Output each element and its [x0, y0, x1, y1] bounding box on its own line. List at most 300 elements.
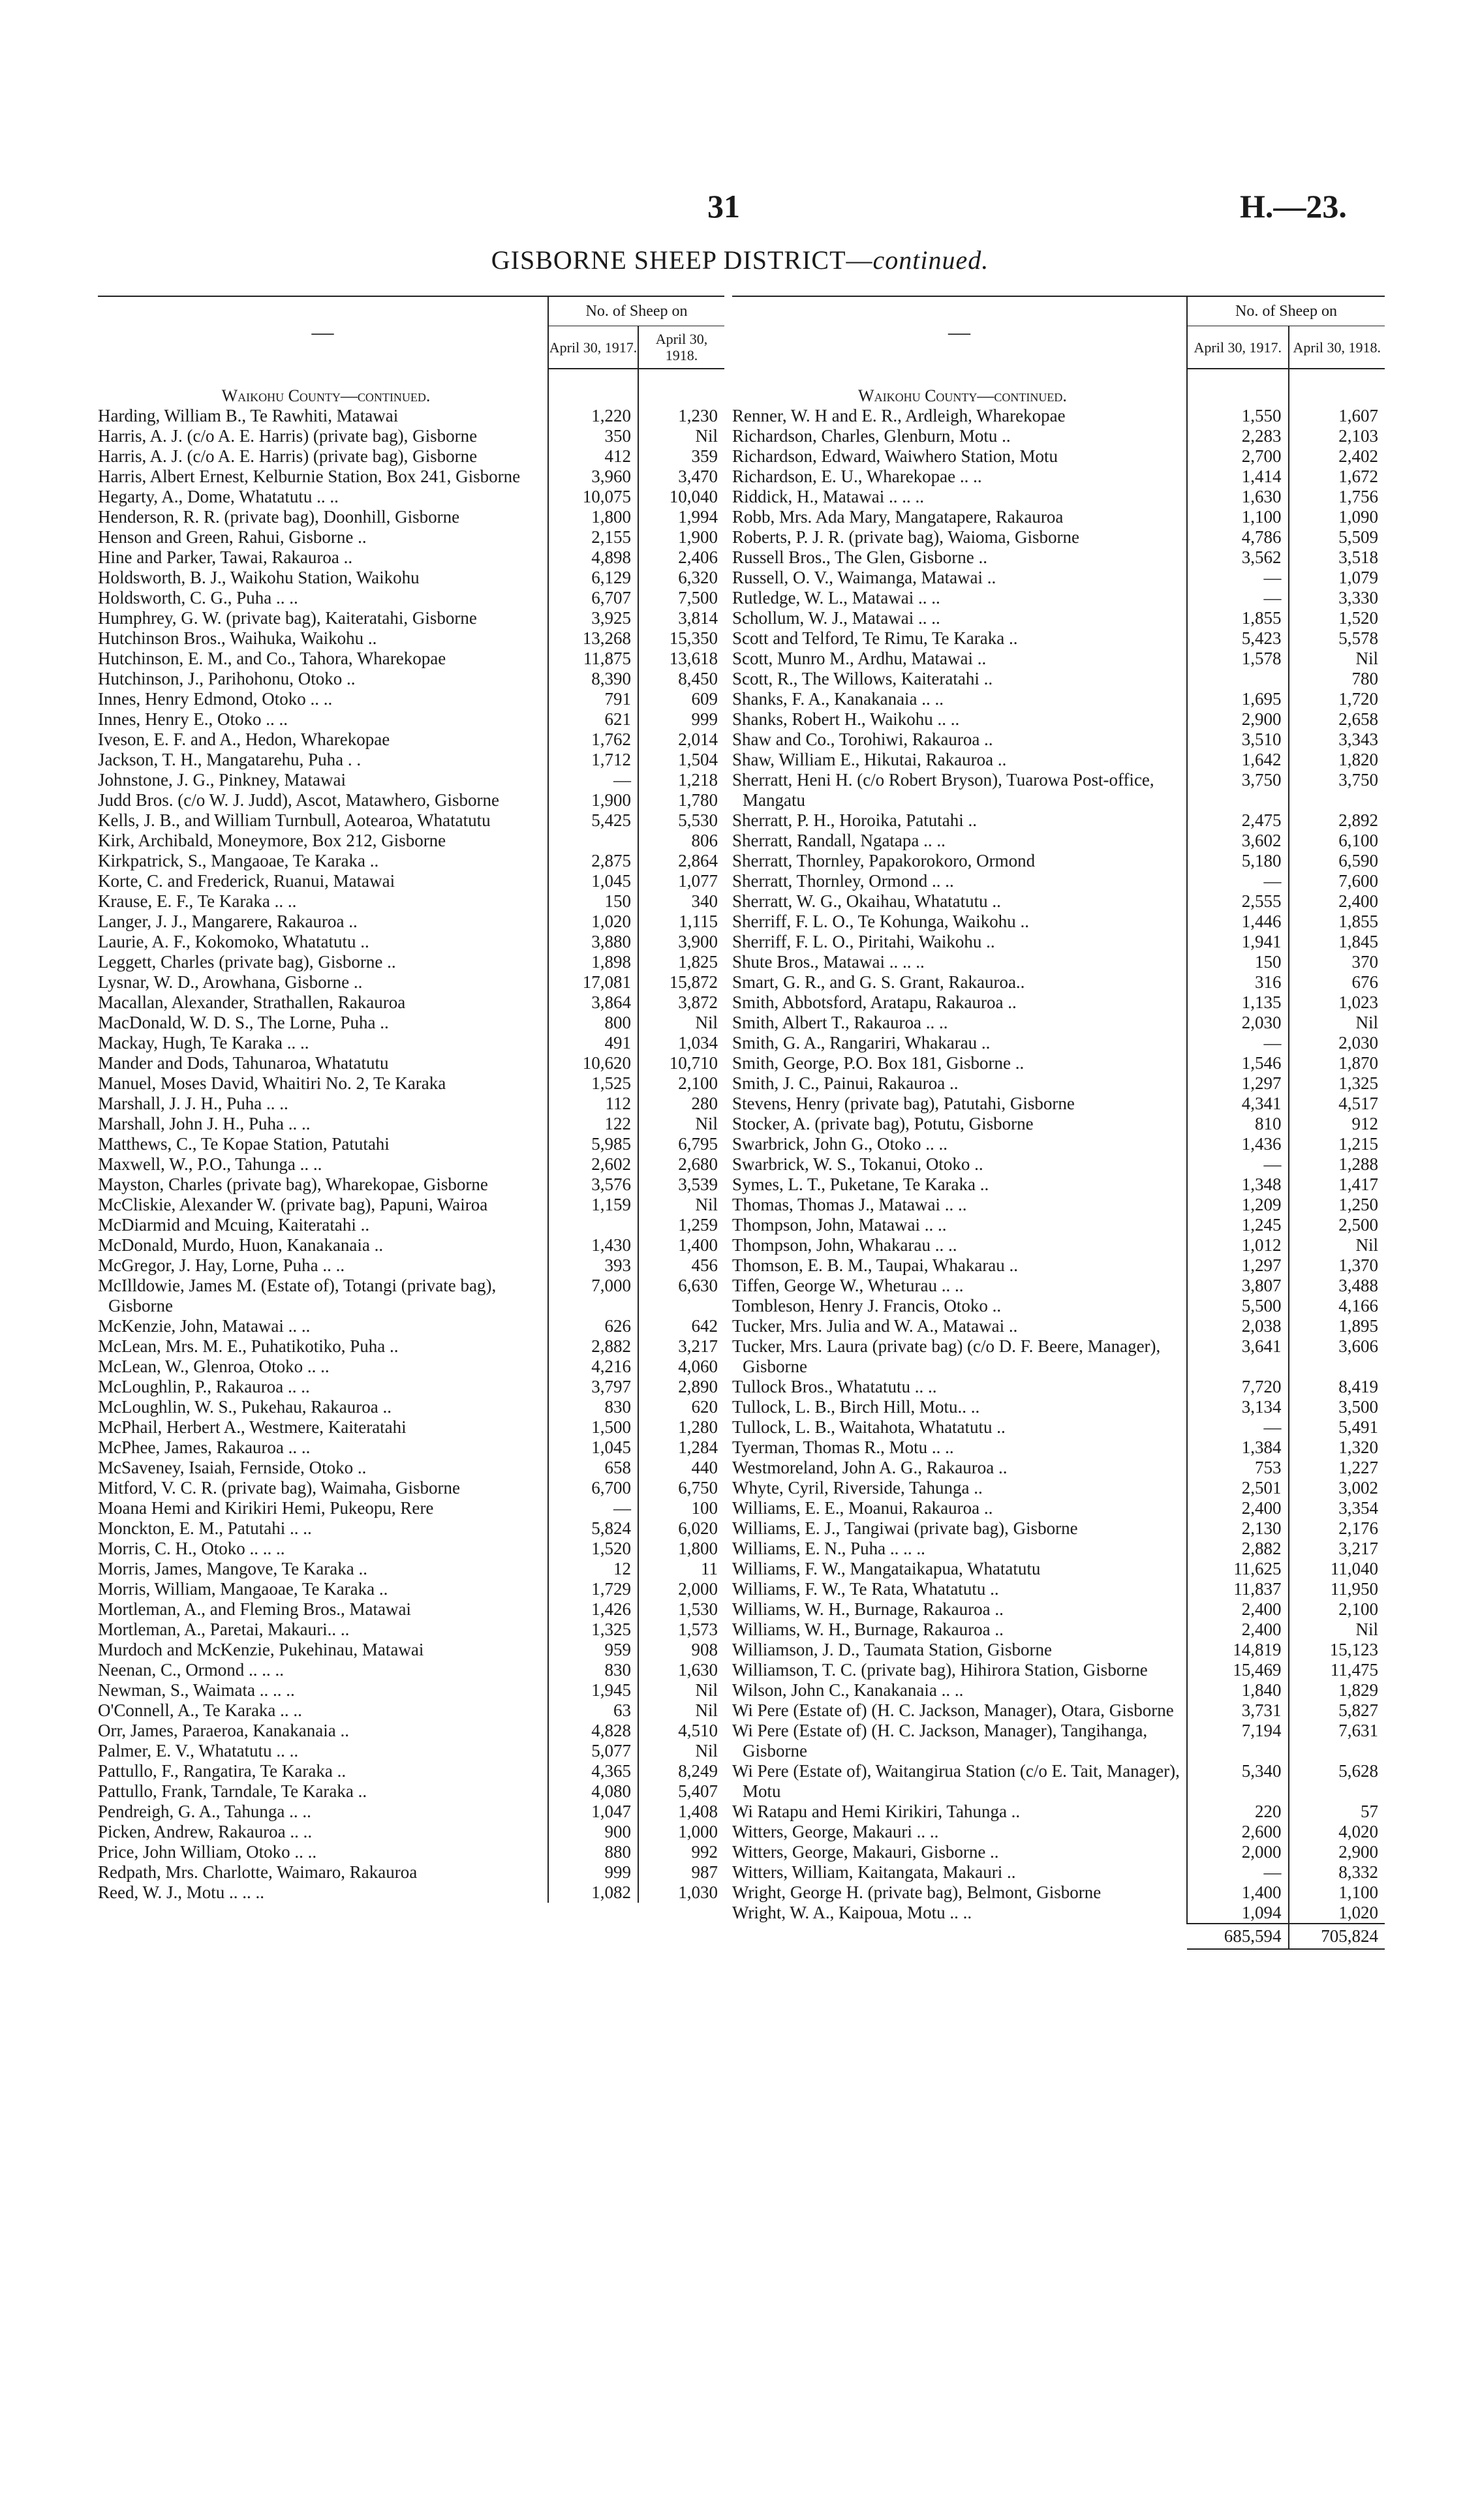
table-row: [98, 1478, 724, 1498]
owner-name: Mortleman, A., and Fleming Bros., Matawai: [98, 1599, 548, 1620]
owner-name: Moana Hemi and Kirikiri Hemi, Pukeopu, Rere: [98, 1498, 548, 1518]
sheep-1918: 5,530: [678, 810, 718, 830]
owner-name: Shanks, F. A., Kanakanaia .. ..: [732, 689, 1187, 709]
owner-name: Redpath, Mrs. Charlotte, Waimaro, Rakauroa: [98, 1862, 548, 1882]
sheep-1918: 3,330: [1338, 588, 1378, 607]
sheep-1917: 1,400: [1187, 1882, 1289, 1903]
sheep-1918: 1,530: [678, 1599, 718, 1619]
sheep-table-left: [98, 296, 724, 1903]
sheep-1918: 280: [691, 1094, 718, 1113]
sheep-1918: 1,100: [1338, 1882, 1378, 1902]
owner-name: Williams, E. N., Puha .. .. ..: [732, 1539, 1187, 1559]
sheep-1918: 440: [691, 1458, 718, 1477]
sheep-1917: 112: [548, 1094, 638, 1114]
sheep-1918: 1,284: [678, 1437, 718, 1457]
table-row: [98, 406, 724, 426]
owner-name: Symes, L. T., Puketane, Te Karaka ..: [732, 1175, 1187, 1195]
owner-name: Williamson, T. C. (private bag), Hihirora Station, Gisborne: [732, 1660, 1187, 1680]
sheep-1917: 150: [1187, 952, 1289, 972]
owner-name: Holdsworth, C. G., Puha .. ..: [98, 588, 548, 608]
owner-name: Witters, William, Kaitangata, Makauri ..: [732, 1862, 1187, 1882]
owner-name: Wright, George H. (private bag), Belmont, Gisborne: [732, 1882, 1187, 1903]
table-row: [732, 1903, 1385, 1924]
sheep-1918: 7,600: [1338, 871, 1378, 891]
owner-name: Orr, James, Paraeroa, Kanakanaia ..: [98, 1721, 548, 1741]
table-row: [732, 547, 1385, 568]
table-row: [98, 467, 724, 487]
header-1917: April 30, 1917.: [1187, 326, 1289, 369]
table-row: [98, 1498, 724, 1518]
sheep-1917: 1,414: [1187, 467, 1289, 487]
owner-name: Hutchinson Bros., Waihuka, Waikohu ..: [98, 628, 548, 649]
sheep-1917: 2,475: [1187, 810, 1289, 831]
sheep-1918: 1,573: [678, 1620, 718, 1639]
county-heading-row: [98, 369, 724, 406]
owner-name: Palmer, E. V., Whatatutu .. ..: [98, 1741, 548, 1761]
sheep-1917: 3,510: [1187, 730, 1289, 750]
sheep-1917: 4,365: [548, 1761, 638, 1781]
owner-name: Stevens, Henry (private bag), Patutahi, Gisborne: [732, 1094, 1187, 1114]
sheep-1917: 1,348: [1187, 1175, 1289, 1195]
table-row: [98, 1599, 724, 1620]
table-row: [732, 730, 1385, 750]
owner-name: Sherratt, Thornley, Papakorokoro, Ormond: [732, 851, 1187, 871]
sheep-1917: 1,525: [548, 1073, 638, 1094]
owner-name: Robb, Mrs. Ada Mary, Mangatapere, Rakauroa: [732, 507, 1187, 527]
sheep-1918: Nil: [1355, 1013, 1378, 1032]
table-row: [98, 770, 724, 790]
sheep-1917: 1,800: [548, 507, 638, 527]
sheep-1917: 3,925: [548, 608, 638, 628]
sheep-1918: 4,166: [1338, 1296, 1378, 1315]
sheep-1918: 1,320: [1338, 1437, 1378, 1457]
sheep-1917: 1,729: [548, 1579, 638, 1599]
owner-name: McGregor, J. Hay, Lorne, Puha .. ..: [98, 1255, 548, 1276]
owner-name: Innes, Henry Edmond, Otoko .. ..: [98, 689, 548, 709]
sheep-1917: 1,082: [548, 1882, 638, 1903]
table-row: [98, 1276, 724, 1316]
table-row: [732, 1175, 1385, 1195]
sheep-1917: 1,578: [1187, 649, 1289, 669]
sheep-1918: 1,034: [678, 1033, 718, 1053]
sheep-1918: 1,829: [1338, 1680, 1378, 1700]
sheep-1918: 5,509: [1338, 527, 1378, 547]
table-row: [98, 1882, 724, 1903]
sheep-1918: 3,488: [1338, 1276, 1378, 1295]
table-row: [732, 649, 1385, 669]
table-row: [732, 831, 1385, 851]
table-row: [98, 851, 724, 871]
table-row: [98, 709, 724, 730]
table-row: [98, 547, 724, 568]
sheep-1918: 359: [691, 446, 718, 466]
sheep-1917: 1,045: [548, 871, 638, 891]
left-column: [98, 296, 724, 1903]
owner-name: Mander and Dods, Tahunaroa, Whatatutu: [98, 1053, 548, 1073]
sheep-1917: 1,695: [1187, 689, 1289, 709]
sheep-1918: 1,607: [1338, 406, 1378, 425]
sheep-1917: 1,020: [548, 912, 638, 932]
header-group-label: No. of Sheep on: [1187, 296, 1385, 326]
sheep-1918: 1,800: [678, 1539, 718, 1558]
sheep-1917: 1,840: [1187, 1680, 1289, 1700]
owner-name: Laurie, A. F., Kokomoko, Whatatutu ..: [98, 932, 548, 952]
sheep-1917: 7,720: [1187, 1377, 1289, 1397]
sheep-1918: 1,259: [678, 1215, 718, 1235]
table-row: [98, 932, 724, 952]
owner-name: Pattullo, F., Rangatira, Te Karaka ..: [98, 1761, 548, 1781]
table-row: [732, 1235, 1385, 1255]
table-row: [732, 1377, 1385, 1397]
sheep-1917: 2,700: [1187, 446, 1289, 467]
table-row: [732, 1134, 1385, 1154]
sheep-1917: 17,081: [548, 972, 638, 992]
sheep-1918: 6,100: [1338, 831, 1378, 850]
sheep-1918: 7,631: [1338, 1721, 1378, 1740]
owner-name: Wi Pere (Estate of) (H. C. Jackson, Manager), Otara, Gisborne: [732, 1700, 1187, 1721]
table-row: [732, 1882, 1385, 1903]
table-row: [98, 1842, 724, 1862]
sheep-1918: 1,023: [1338, 992, 1378, 1012]
owner-name: Wilson, John C., Kanakanaia .. ..: [732, 1680, 1187, 1700]
table-row: [98, 1518, 724, 1539]
sheep-1917: 2,400: [1187, 1498, 1289, 1518]
sheep-1918: 3,814: [678, 608, 718, 628]
table-row: [98, 608, 724, 628]
table-row: [732, 689, 1385, 709]
sheep-1918: 1,000: [678, 1822, 718, 1841]
table-row: [98, 669, 724, 689]
sheep-1917: 1,900: [548, 790, 638, 810]
owner-name: Sherriff, F. L. O., Piritahi, Waikohu ..: [732, 932, 1187, 952]
sheep-1917: 10,075: [548, 487, 638, 507]
table-row: [732, 1437, 1385, 1458]
table-row: [732, 750, 1385, 770]
table-row: [732, 1073, 1385, 1094]
sheep-1918: 8,249: [678, 1761, 718, 1781]
sheep-1918: 908: [691, 1640, 718, 1659]
table-row: [98, 992, 724, 1013]
table-row: [732, 1417, 1385, 1437]
table-row: [98, 1417, 724, 1437]
owner-name: Williams, W. H., Burnage, Rakauroa ..: [732, 1599, 1187, 1620]
owner-name: Scott, R., The Willows, Kaiteratahi ..: [732, 669, 1187, 689]
sheep-1917: 6,700: [548, 1478, 638, 1498]
sheep-1917: 2,400: [1187, 1620, 1289, 1640]
sheep-1917: —: [1187, 588, 1289, 608]
sheep-1917: —: [1187, 1862, 1289, 1882]
table-row: [98, 1822, 724, 1842]
sheep-1918: 1,994: [678, 507, 718, 527]
title-main: GISBORNE SHEEP DISTRICT—: [491, 245, 873, 275]
sheep-1918: 3,002: [1338, 1478, 1378, 1498]
sheep-1917: 316: [1187, 972, 1289, 992]
owner-name: Witters, George, Makauri, Gisborne ..: [732, 1842, 1187, 1862]
owner-name: Scott, Munro M., Ardhu, Matawai ..: [732, 649, 1187, 669]
owner-name: Williams, W. H., Burnage, Rakauroa ..: [732, 1620, 1187, 1640]
sheep-1918: 2,890: [678, 1377, 718, 1396]
sheep-1918: 1,408: [678, 1802, 718, 1821]
sheep-1917: 2,602: [548, 1154, 638, 1175]
owner-name: Witters, George, Makauri .. ..: [732, 1822, 1187, 1842]
owner-name: Smart, G. R., and G. S. Grant, Rakauroa..: [732, 972, 1187, 992]
table-row: [98, 1741, 724, 1761]
total-label-blank: [732, 1924, 1187, 1949]
table-row: [98, 446, 724, 467]
sheep-1918: 1,820: [1338, 750, 1378, 769]
sheep-1918: 2,000: [678, 1579, 718, 1599]
sheep-1917: 1,898: [548, 952, 638, 972]
title-continued: continued.: [872, 245, 989, 275]
sheep-1917: 8,390: [548, 669, 638, 689]
owner-name: Roberts, P. J. R. (private bag), Waioma, Gisborne: [732, 527, 1187, 547]
header-1918: April 30, 1918.: [638, 326, 724, 369]
sheep-1918: 340: [691, 891, 718, 911]
table-row: [98, 1215, 724, 1235]
sheep-1917: 1,209: [1187, 1195, 1289, 1215]
table-row: [98, 1377, 724, 1397]
owner-name: Newman, S., Waimata .. .. ..: [98, 1680, 548, 1700]
sheep-1917: 2,875: [548, 851, 638, 871]
table-row: [98, 1175, 724, 1195]
owner-name: Shaw, William E., Hikutai, Rakauroa ..: [732, 750, 1187, 770]
owner-name: Swarbrick, W. S., Tokanui, Otoko ..: [732, 1154, 1187, 1175]
total-row: [732, 1924, 1385, 1949]
table-row: [732, 1802, 1385, 1822]
owner-name: Harris, A. J. (c/o A. E. Harris) (private bag), Gisborne: [98, 446, 548, 467]
sheep-1918: 2,100: [1338, 1599, 1378, 1619]
sheep-1918: 4,517: [1338, 1094, 1378, 1113]
table-row: [732, 1013, 1385, 1033]
owner-name: Thompson, John, Matawai .. ..: [732, 1215, 1187, 1235]
table-row: [732, 1721, 1385, 1761]
table-row: [732, 1660, 1385, 1680]
sheep-1917: 2,501: [1187, 1478, 1289, 1498]
sheep-1917: 1,430: [548, 1235, 638, 1255]
sheep-1917: 1,045: [548, 1437, 638, 1458]
owner-name: Harris, A. J. (c/o A. E. Harris) (private bag), Gisborne: [98, 426, 548, 446]
sheep-1918: 806: [691, 831, 718, 850]
owner-name: Krause, E. F., Te Karaka .. ..: [98, 891, 548, 912]
sheep-1918: 1,325: [1338, 1073, 1378, 1093]
sheep-1917: 412: [548, 446, 638, 467]
owner-name: Morris, C. H., Otoko .. .. ..: [98, 1539, 548, 1559]
sheep-1918: 620: [691, 1397, 718, 1417]
county-heading-blank: [1289, 369, 1385, 406]
table-row: [732, 1033, 1385, 1053]
owner-name: Renner, W. H and E. R., Ardleigh, Wharekopae: [732, 406, 1187, 426]
sheep-1917: 1,094: [1187, 1903, 1289, 1924]
sheep-1917: 959: [548, 1640, 638, 1660]
owner-name: Tucker, Mrs. Julia and W. A., Matawai ..: [732, 1316, 1187, 1336]
sheep-1918: Nil: [695, 1680, 718, 1700]
sheep-1917: 1,500: [548, 1417, 638, 1437]
sheep-1918: 456: [691, 1255, 718, 1275]
sheep-1917: 3,641: [1187, 1336, 1289, 1377]
table-row: [732, 1478, 1385, 1498]
sheep-1917: 1,426: [548, 1599, 638, 1620]
sheep-1917: 800: [548, 1013, 638, 1033]
total-1917: 685,594: [1187, 1924, 1289, 1949]
owner-name: McLean, Mrs. M. E., Puhatikotiko, Puha ..: [98, 1336, 548, 1357]
sheep-1917: 1,446: [1187, 912, 1289, 932]
sheep-1917: 1,047: [548, 1802, 638, 1822]
sheep-1918: 1,780: [678, 790, 718, 810]
sheep-1918: Nil: [695, 1013, 718, 1032]
owner-name: Wi Ratapu and Hemi Kirikiri, Tahunga ..: [732, 1802, 1187, 1822]
sheep-1918: 676: [1351, 972, 1378, 992]
owner-name: Schollum, W. J., Matawai .. ..: [732, 608, 1187, 628]
sheep-table-right: [732, 296, 1385, 1950]
owner-name: Hutchinson, J., Parihohonu, Otoko ..: [98, 669, 548, 689]
table-row: [732, 568, 1385, 588]
owner-name: Hegarty, A., Dome, Whatatutu .. ..: [98, 487, 548, 507]
table-row: [732, 1316, 1385, 1336]
sheep-1918: Nil: [695, 1195, 718, 1214]
sheep-1918: 1,630: [678, 1660, 718, 1680]
table-row: [98, 1700, 724, 1721]
owner-name: McSaveney, Isaiah, Fernside, Otoko ..: [98, 1458, 548, 1478]
owner-name: Kells, J. B., and William Turnbull, Aotearoa, Whatatutu: [98, 810, 548, 831]
owner-name: Pattullo, Frank, Tarndale, Te Karaka ..: [98, 1781, 548, 1802]
table-row: [732, 1336, 1385, 1377]
sheep-1918: 1,870: [1338, 1053, 1378, 1073]
sheep-1918: 642: [691, 1316, 718, 1336]
sheep-1917: 11,625: [1187, 1559, 1289, 1579]
sheep-1918: Nil: [695, 1700, 718, 1720]
table-row: [732, 1518, 1385, 1539]
sheep-1918: 1,370: [1338, 1255, 1378, 1275]
sheep-1917: 5,985: [548, 1134, 638, 1154]
owner-name: Russell, O. V., Waimanga, Matawai ..: [732, 568, 1187, 588]
county-heading-row: [732, 369, 1385, 406]
owner-name: Pendreigh, G. A., Tahunga .. ..: [98, 1802, 548, 1822]
table-row: [98, 1235, 724, 1255]
owner-name: McKenzie, John, Matawai .. ..: [98, 1316, 548, 1336]
table-row: [98, 1721, 724, 1741]
sheep-1918: 3,518: [1338, 547, 1378, 567]
sheep-1917: 5,340: [1187, 1761, 1289, 1802]
table-row: [98, 912, 724, 932]
sheep-1918: 2,680: [678, 1154, 718, 1174]
page-title: [0, 245, 1480, 275]
table-row: [732, 770, 1385, 810]
table-row: [98, 628, 724, 649]
table-row: [732, 1862, 1385, 1882]
sheep-1917: 999: [548, 1862, 638, 1882]
owner-name: Langer, J. J., Mangarere, Rakauroa ..: [98, 912, 548, 932]
sheep-1917: 830: [548, 1397, 638, 1417]
owner-name: Tiffen, George W., Wheturau .. ..: [732, 1276, 1187, 1296]
sheep-1917: —: [1187, 871, 1289, 891]
sheep-1917: 1,297: [1187, 1073, 1289, 1094]
sheep-1918: 6,590: [1338, 851, 1378, 870]
owner-name: Smith, J. C., Painui, Rakauroa ..: [732, 1073, 1187, 1094]
sheep-1917: 2,038: [1187, 1316, 1289, 1336]
right-column: [732, 296, 1385, 1950]
table-row: [98, 1761, 724, 1781]
owner-name: McLean, W., Glenroa, Otoko .. ..: [98, 1357, 548, 1377]
sheep-1917: 3,960: [548, 467, 638, 487]
owner-name: Williams, E. J., Tangiwai (private bag), Gisborne: [732, 1518, 1187, 1539]
sheep-1917: —: [548, 770, 638, 790]
county-heading: [732, 369, 1187, 406]
owner-name: Matthews, C., Te Kopae Station, Patutahi: [98, 1134, 548, 1154]
header-blank: —: [98, 296, 548, 369]
table-row: [732, 406, 1385, 426]
sheep-1917: 1,436: [1187, 1134, 1289, 1154]
sheep-1918: 6,020: [678, 1518, 718, 1538]
sheep-1918: 3,343: [1338, 730, 1378, 749]
sheep-1917: 5,824: [548, 1518, 638, 1539]
sheep-1918: 1,855: [1338, 912, 1378, 931]
sheep-1917: 3,864: [548, 992, 638, 1013]
left-table-body: [98, 369, 724, 1903]
owner-name: Henson and Green, Rahui, Gisborne ..: [98, 527, 548, 547]
county-heading-text: Waikohu County—continued.: [858, 386, 1067, 405]
sheep-1918: 15,123: [1329, 1640, 1378, 1659]
sheep-1918: 1,672: [1338, 467, 1378, 486]
owner-name: Hine and Parker, Tawai, Rakauroa ..: [98, 547, 548, 568]
sheep-1918: 8,450: [678, 669, 718, 688]
owner-name: Harding, William B., Te Rawhiti, Matawai: [98, 406, 548, 426]
sheep-1917: 4,828: [548, 1721, 638, 1741]
sheep-1918: 2,402: [1338, 446, 1378, 466]
sheep-1917: 2,283: [1187, 426, 1289, 446]
sheep-1917: 2,600: [1187, 1822, 1289, 1842]
sheep-1917: 791: [548, 689, 638, 709]
table-row: [98, 1195, 724, 1215]
table-row: [98, 1336, 724, 1357]
table-row: [98, 1680, 724, 1700]
owner-name: Riddick, H., Matawai .. .. ..: [732, 487, 1187, 507]
county-heading-blank: [1187, 369, 1289, 406]
sheep-1918: 3,217: [1338, 1539, 1378, 1558]
table-row: [732, 1255, 1385, 1276]
sheep-1918: 5,407: [678, 1781, 718, 1801]
table-row: [98, 1781, 724, 1802]
owner-name: Williams, F. W., Mangataikapua, Whatatutu: [732, 1559, 1187, 1579]
document-code: H.—23.: [1240, 188, 1347, 224]
sheep-1917: 5,077: [548, 1741, 638, 1761]
owner-name: Richardson, Charles, Glenburn, Motu ..: [732, 426, 1187, 446]
sheep-1918: 987: [691, 1862, 718, 1882]
owner-name: Smith, Albert T., Rakauroa .. ..: [732, 1013, 1187, 1033]
sheep-1918: 1,520: [1338, 608, 1378, 628]
sheep-1918: 2,103: [1338, 426, 1378, 446]
sheep-1917: 2,900: [1187, 709, 1289, 730]
sheep-1918: 1,417: [1338, 1175, 1378, 1194]
owner-name: Mitford, V. C. R. (private bag), Waimaha, Gisborne: [98, 1478, 548, 1498]
sheep-1917: 150: [548, 891, 638, 912]
table-row: [732, 972, 1385, 992]
owner-name: Sherratt, Heni H. (c/o Robert Bryson), Tuarowa Post-office, Mangatu: [732, 770, 1187, 810]
owner-name: Henderson, R. R. (private bag), Doonhill, Gisborne: [98, 507, 548, 527]
table-row: [98, 1154, 724, 1175]
sheep-1917: 658: [548, 1458, 638, 1478]
sheep-1917: 1,712: [548, 750, 638, 770]
sheep-1918: Nil: [1355, 649, 1378, 668]
sheep-1917: 10,620: [548, 1053, 638, 1073]
header-blank: —: [732, 296, 1187, 369]
owner-name: Manuel, Moses David, Whaitiri No. 2, Te Karaka: [98, 1073, 548, 1094]
owner-name: Hutchinson, E. M., and Co., Tahora, Wharekopae: [98, 649, 548, 669]
sheep-1917: 1,855: [1187, 608, 1289, 628]
sheep-1917: [548, 831, 638, 851]
owner-name: Price, John William, Otoko .. ..: [98, 1842, 548, 1862]
table-row: [98, 487, 724, 507]
sheep-1917: 753: [1187, 1458, 1289, 1478]
